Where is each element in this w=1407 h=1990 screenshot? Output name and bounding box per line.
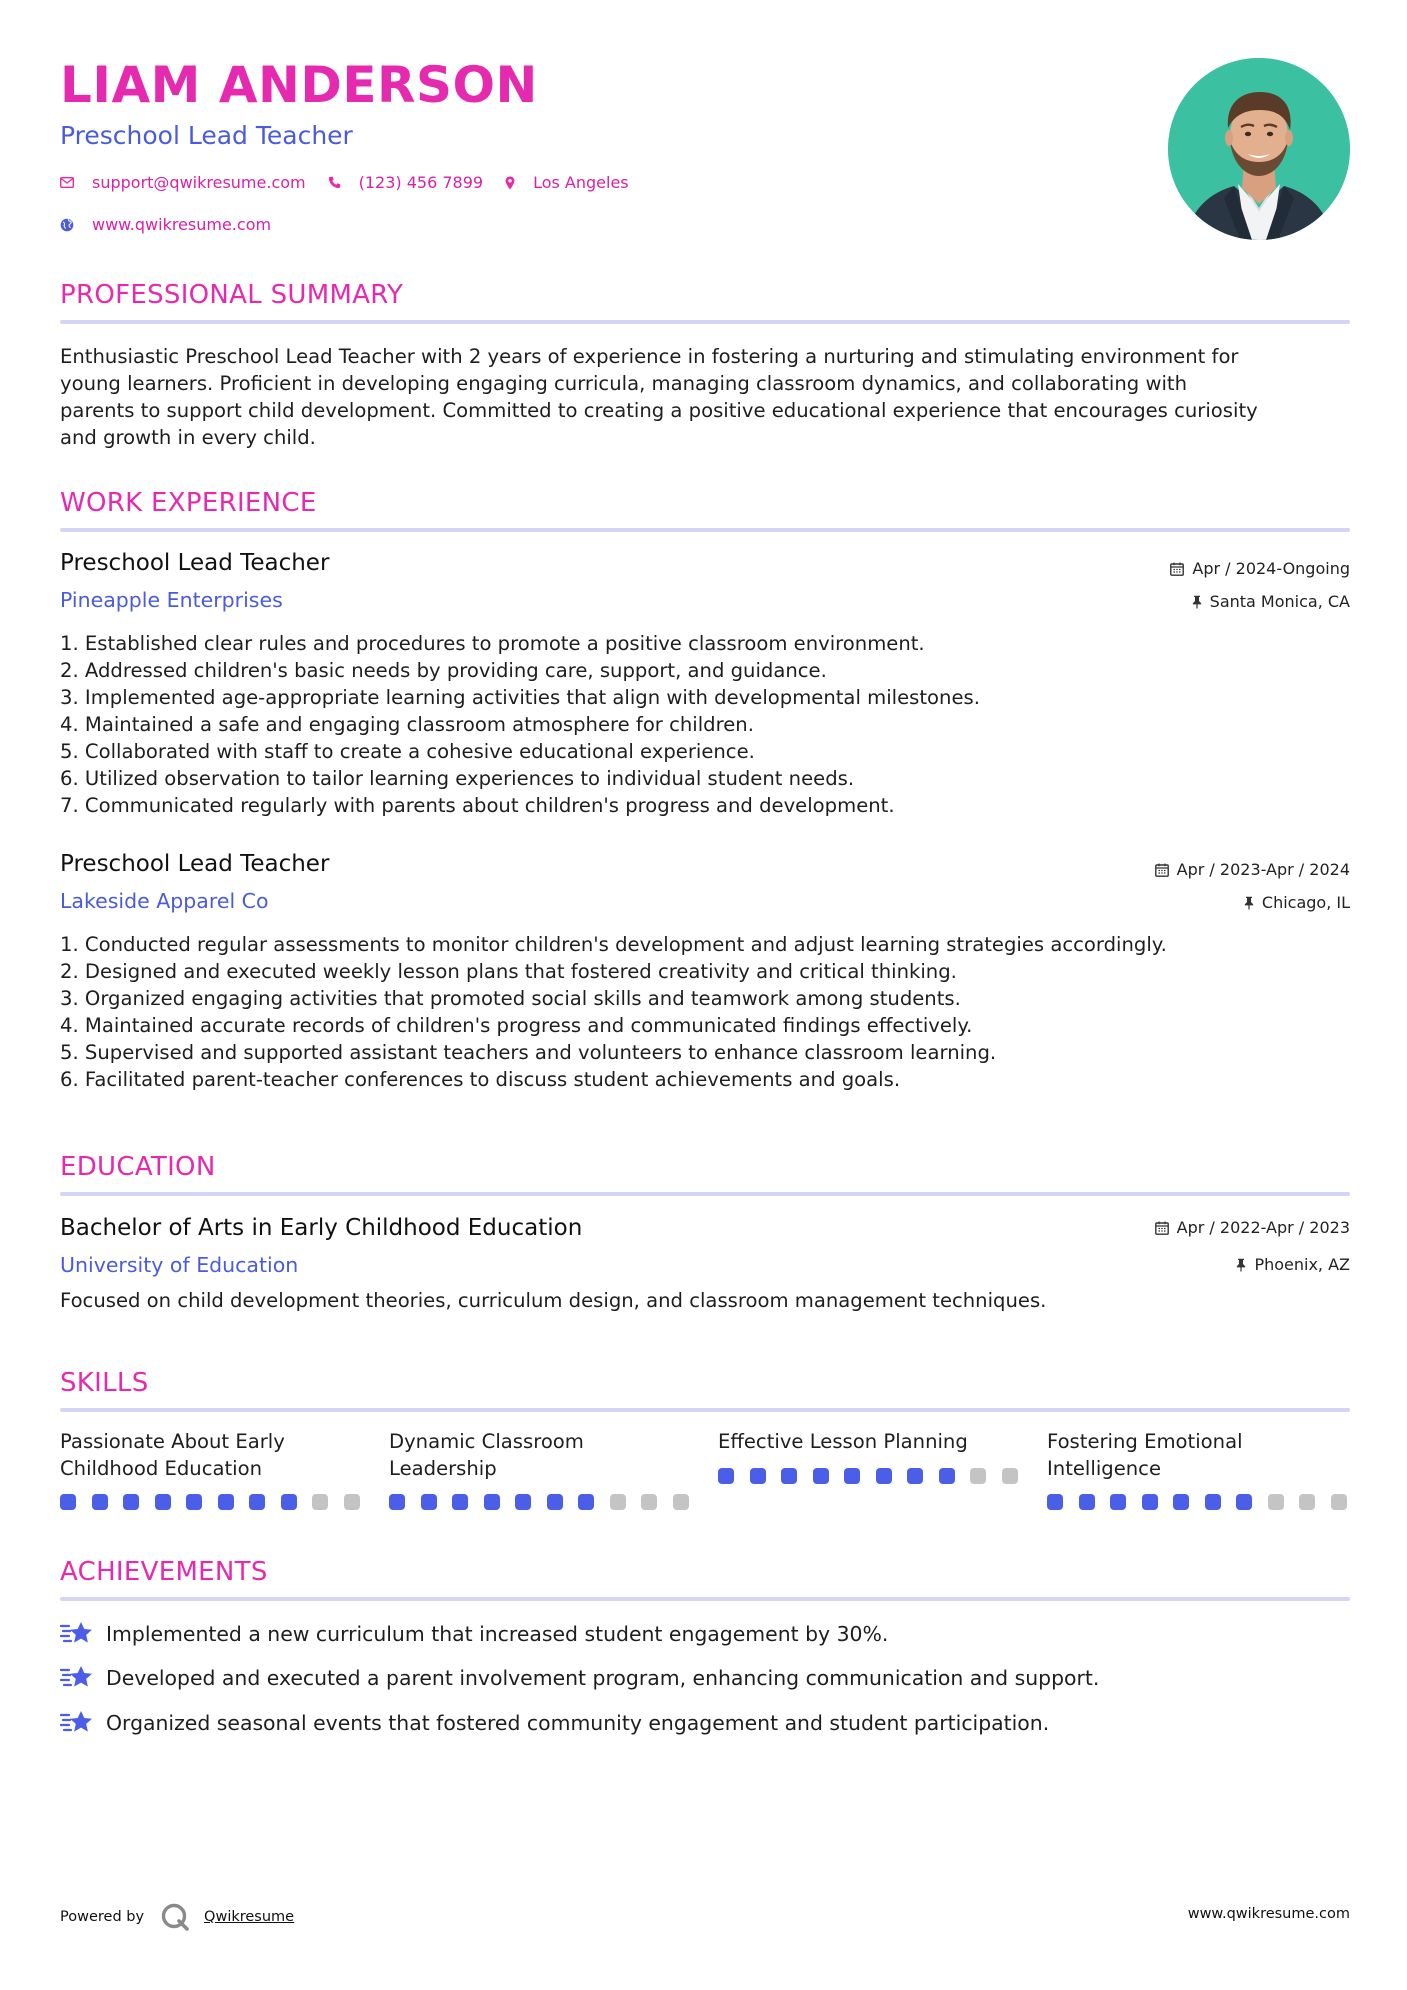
school-name: University of Education	[60, 1253, 299, 1277]
rating-dot-filled	[781, 1468, 797, 1484]
skill-item	[389, 1428, 691, 1482]
star-icon	[60, 1709, 94, 1737]
rating-dot-empty	[641, 1494, 657, 1510]
rating-dot-filled	[1110, 1494, 1126, 1510]
footer-url[interactable]: www.qwikresume.com	[1187, 1906, 1350, 1922]
skill-item	[60, 1428, 362, 1482]
contact-phone[interactable]	[328, 173, 483, 192]
rating-dot-filled	[939, 1468, 955, 1484]
contact-email[interactable]	[60, 173, 306, 192]
rating-dot-filled	[249, 1494, 265, 1510]
contact-website[interactable]	[60, 215, 271, 234]
education-description: Focused on child development theories, curriculum design, and classroom management techniques.	[60, 1289, 1047, 1312]
company-name: Pineapple Enterprises	[60, 588, 283, 612]
rating-dot-empty	[970, 1468, 986, 1484]
skill-name-line: Intelligence	[1047, 1457, 1162, 1480]
calendar-icon	[1155, 863, 1169, 877]
skill-name-line: Dynamic Classroom	[389, 1430, 584, 1453]
rating-dot-empty	[1002, 1468, 1018, 1484]
rating-dot-filled	[484, 1494, 500, 1510]
rating-dot-filled	[281, 1494, 297, 1510]
list-item: 5. Collaborated with staff to create a cohesive educational experience.	[60, 740, 755, 763]
skill-item	[718, 1428, 1020, 1482]
rating-dot-filled	[844, 1468, 860, 1484]
education-heading: EDUCATION	[60, 1152, 216, 1182]
rating-dot-filled	[1142, 1494, 1158, 1510]
profile-photo	[1168, 58, 1350, 240]
map-pin-icon	[505, 176, 515, 190]
section-divider	[60, 320, 1350, 324]
skill-name	[60, 1428, 362, 1482]
job-duties	[60, 931, 1167, 1093]
rating-dot-filled	[1173, 1494, 1189, 1510]
list-item: 5. Supervised and supported assistant teachers and volunteers to enhance classroom learning.	[60, 1041, 997, 1064]
rating-dot-empty	[673, 1494, 689, 1510]
section-divider	[60, 1597, 1350, 1601]
skill-name-line: Effective Lesson Planning	[718, 1430, 968, 1453]
calendar-icon	[1155, 1221, 1169, 1235]
achievement-text: Organized seasonal events that fostered community engagement and student participation.	[106, 1711, 1050, 1735]
rating-dot-filled	[1047, 1494, 1063, 1510]
skill-name	[1047, 1428, 1349, 1482]
list-item: 2. Designed and executed weekly lesson plans that fostered creativity and critical thinking.	[60, 960, 957, 983]
achievement-text: Implemented a new curriculum that increased student engagement by 30%.	[106, 1622, 889, 1646]
summary-line: Enthusiastic Preschool Lead Teacher with 2 years of experience in fostering a nurturing and stimulating environment for	[60, 345, 1239, 368]
list-item: 6. Facilitated parent-teacher conferences to discuss student achievements and goals.	[60, 1068, 901, 1091]
job-title: Preschool Lead Teacher	[60, 550, 330, 576]
achievement-item	[60, 1620, 888, 1648]
skill-name-line: Childhood Education	[60, 1457, 263, 1480]
rating-dot-filled	[452, 1494, 468, 1510]
degree-title: Bachelor of Arts in Early Childhood Education	[60, 1215, 583, 1241]
pushpin-icon	[1236, 1258, 1246, 1272]
list-item: 6. Utilized observation to tailor learning experiences to individual student needs.	[60, 767, 855, 790]
rating-dot-empty	[1331, 1494, 1347, 1510]
rating-dot-filled	[389, 1494, 405, 1510]
list-item: 4. Maintained a safe and engaging classroom atmosphere for children.	[60, 713, 754, 736]
job-dates	[1170, 559, 1350, 578]
summary-line: and growth in every child.	[60, 426, 316, 449]
website-link[interactable]: www.qwikresume.com	[92, 215, 272, 234]
achievement-text: Developed and executed a parent involvement program, enhancing communication and support.	[106, 1666, 1100, 1690]
rating-dot-empty	[610, 1494, 626, 1510]
rating-dot-empty	[344, 1494, 360, 1510]
pushpin-icon	[1192, 595, 1202, 609]
rating-dot-empty	[312, 1494, 328, 1510]
envelope-icon	[60, 177, 74, 188]
globe-icon	[60, 218, 74, 232]
powered-by-label: Powered by	[60, 1909, 145, 1925]
list-item: 1. Established clear rules and procedures to promote a positive classroom environment.	[60, 632, 925, 655]
summary-text	[60, 343, 1352, 451]
rating-dot-filled	[876, 1468, 892, 1484]
summary-line: parents to support child development. Committed to creating a positive educational experience that encourages curiosity	[60, 399, 1258, 422]
rating-dot-filled	[60, 1494, 76, 1510]
skill-rating	[718, 1468, 1033, 1484]
education-dates	[1155, 1218, 1350, 1237]
list-item: 7. Communicated regularly with parents about children's progress and development.	[60, 794, 895, 817]
star-icon	[60, 1664, 94, 1692]
location-text: Santa Monica, CA	[1209, 592, 1350, 611]
section-divider	[60, 1408, 1350, 1412]
calendar-icon	[1170, 562, 1184, 576]
rating-dot-filled	[1079, 1494, 1095, 1510]
rating-dot-empty	[1299, 1494, 1315, 1510]
summary-heading: PROFESSIONAL SUMMARY	[60, 280, 404, 310]
job-duties	[60, 630, 980, 819]
rating-dot-filled	[718, 1468, 734, 1484]
rating-dot-filled	[155, 1494, 171, 1510]
company-name: Lakeside Apparel Co	[60, 889, 269, 913]
location-text: Los Angeles	[533, 173, 629, 192]
job-title: Preschool Lead Teacher	[60, 851, 330, 877]
job-location	[1192, 592, 1350, 611]
rating-dot-filled	[515, 1494, 531, 1510]
skill-name-line: Fostering Emotional	[1047, 1430, 1243, 1453]
email-text[interactable]: support@qwikresume.com	[92, 173, 306, 192]
qwikresume-logo-icon	[160, 1902, 190, 1932]
achievements-heading: ACHIEVEMENTS	[60, 1557, 268, 1587]
skill-item	[1047, 1428, 1349, 1482]
rating-dot-empty	[1268, 1494, 1284, 1510]
avatar-portrait	[1168, 58, 1350, 240]
list-item: 4. Maintained accurate records of children's progress and communicated findings effectively.	[60, 1014, 973, 1037]
list-item: 2. Addressed children's basic needs by providing care, support, and guidance.	[60, 659, 827, 682]
contact-row-web	[60, 215, 293, 234]
rating-dot-filled	[750, 1468, 766, 1484]
location-text: Phoenix, AZ	[1254, 1255, 1350, 1274]
job-dates	[1155, 860, 1350, 879]
list-item: 3. Implemented age-appropriate learning activities that align with developmental milestones.	[60, 686, 980, 709]
footer-credit	[60, 1902, 294, 1932]
skill-name-line: Passionate About Early	[60, 1430, 285, 1453]
skill-name-line: Leadership	[389, 1457, 497, 1480]
list-item: 3. Organized engaging activities that promoted social skills and teamwork among students.	[60, 987, 961, 1010]
brand-link[interactable]: Qwikresume	[204, 1909, 295, 1925]
candidate-name: LIAM ANDERSON	[60, 56, 538, 114]
skill-rating	[1047, 1494, 1362, 1510]
phone-icon	[328, 176, 341, 189]
rating-dot-filled	[578, 1494, 594, 1510]
skill-rating	[60, 1494, 375, 1510]
phone-text[interactable]: (123) 456 7899	[358, 173, 484, 192]
list-item: 1. Conducted regular assessments to monitor children's development and adjust learning strategies accordingly.	[60, 933, 1167, 956]
job-location	[1244, 893, 1350, 912]
location-text: Chicago, IL	[1261, 893, 1350, 912]
skill-rating	[389, 1494, 704, 1510]
skill-name	[389, 1428, 691, 1482]
rating-dot-filled	[92, 1494, 108, 1510]
rating-dot-filled	[218, 1494, 234, 1510]
contact-location	[505, 173, 629, 192]
rating-dot-filled	[547, 1494, 563, 1510]
rating-dot-filled	[1236, 1494, 1252, 1510]
achievement-item	[60, 1709, 1049, 1737]
summary-line: young learners. Proficient in developing engaging curricula, managing classroom dynamics, and collaborating with	[60, 372, 1188, 395]
section-divider	[60, 528, 1350, 532]
rating-dot-filled	[813, 1468, 829, 1484]
contact-row	[60, 173, 651, 192]
date-text: Apr / 2023-Apr / 2024	[1176, 860, 1350, 879]
rating-dot-filled	[421, 1494, 437, 1510]
date-text: Apr / 2022-Apr / 2023	[1176, 1218, 1350, 1237]
date-text: Apr / 2024-Ongoing	[1192, 559, 1350, 578]
skills-heading: SKILLS	[60, 1368, 149, 1398]
experience-heading: WORK EXPERIENCE	[60, 488, 317, 518]
rating-dot-filled	[186, 1494, 202, 1510]
rating-dot-filled	[907, 1468, 923, 1484]
rating-dot-filled	[1205, 1494, 1221, 1510]
candidate-role: Preschool Lead Teacher	[60, 121, 353, 150]
star-icon	[60, 1620, 94, 1648]
pushpin-icon	[1244, 896, 1254, 910]
section-divider	[60, 1192, 1350, 1196]
education-location	[1236, 1255, 1350, 1274]
rating-dot-filled	[123, 1494, 139, 1510]
achievement-item	[60, 1664, 1099, 1692]
